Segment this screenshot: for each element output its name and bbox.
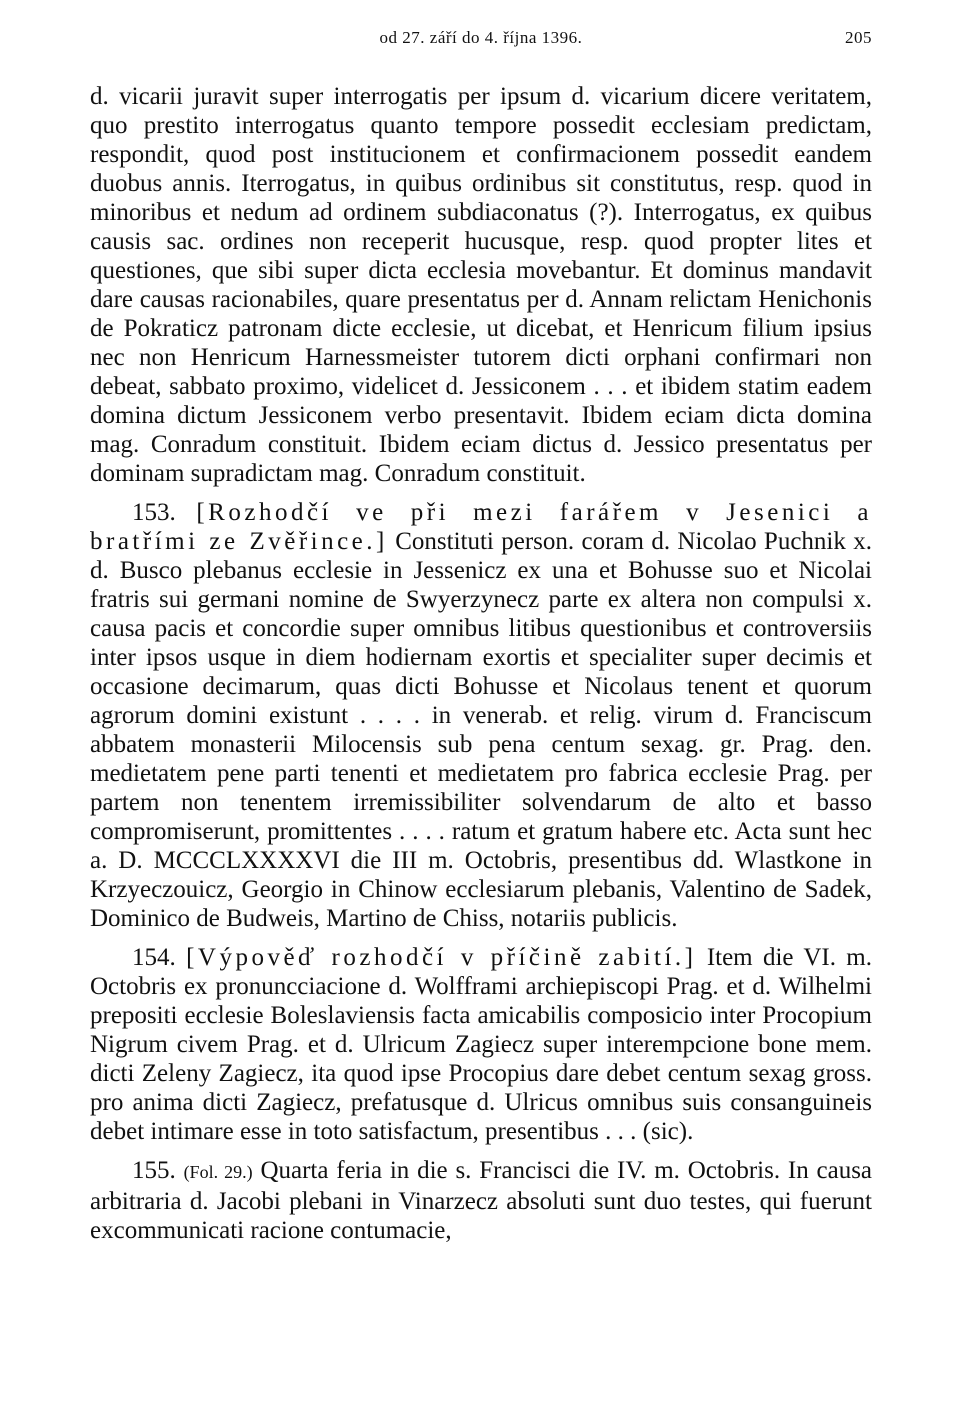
running-head [90, 28, 872, 62]
entry-153-text: Constituti person. coram d. Nicolao Puchnik x. d. Busco plebanus ecclesie in Jessenicz ex una et Bohusse suo et Nicolai fratris sui germani nomine de Swyerzynecz parte ex altera non compulsi x. causa pacis et concordie super omnibus litibus questionibus et controversiis inter ipsos usque in diem hodiernam exortis et specialiter super decimis et occasione decimarum, quas dicti Bohusse et Nicolaus tenent et quorum agrorum domini existunt . . . . in venerab. et relig. virum d. Franciscum abbatem monasterii Milocensis sub pena centum sexag. gr. Prag. den. medietatem pene parti tenenti et medietatem pro fabrica ecclesie Prag. per partem non tenentem irremissibiliter solvendarum de alto et basso compromiserunt, promittentes . . . . ratum et gratum habere etc. Acta sunt hec a. D. MCCCLXXXXVI die III m. Octobris, presentibus dd. Wlastkone in Krzyeczouicz, Georgio in Chinow ecclesiarum plebanis, Valentino de Sadek, Dominico de Budweis, Martino de Chiss, notariis publicis. [90, 528, 872, 932]
continuation-paragraph: d. vicarii juravit super interrogatis per ipsum d. vicarium dicere veritatem, quo prestito interrogatus quanto tempore possedit ecclesiam predictam, respondit, quod post institucionem et confirmacionem possedit eandem duobus annis. Iterrogatus, in quibus ordinibus sit constitutus, resp. quod in minoribus et nedum ad ordinem subdiaconatus (?). Interrogatus, ex quibus causis sac. ordines non receperit hucusque, resp. quod propter lites et questiones, que sibi super dicta ecclesia movebantur. Et dominus mandavit dare causas racionabiles, quare presentatus per d. Annam relictam Henichonis de Pokraticz patronam dicte ecclesie, ut dicebat, et Henricum filium ipsius nec non Henricum Harnessmeister tutorem dicti orphani confirmari non debeat, sabbato proximo, videlicet d. Jessiconem . . . et ibidem statim eadem domina dictum Jessiconem verbo presentavit. Ibidem eciam dicta domina mag. Conradum constituit. Ibidem eciam dictus d. Jessico presentatus per dominam supradictam mag. Conradum constituit. [90, 83, 872, 487]
entry-155-folio: (Fol. 29.) [183, 1162, 253, 1182]
entry-153-heading: [Rozhodčí ve při mezi farářem v Jesenici a bratřími ze Zvěřince.] [90, 499, 872, 555]
entry-155 [90, 1156, 872, 1245]
page-number: 205 [845, 28, 872, 47]
book-page [90, 28, 872, 1255]
entry-154-heading: [Výpověď rozhodčí v příčině zabití.] [186, 944, 697, 971]
entry-155-text: Quarta feria in die s. Francisci die IV. m. Octobris. In causa arbitraria d. Jacobi plebani in Vinarzecz absoluti sunt duo testes, qui fuerunt excommunicati racione contumacie, [90, 1157, 873, 1244]
running-head-title: od 27. září do 4. října 1396. [379, 28, 583, 47]
entry-153-number: 153. [132, 499, 176, 526]
entry-155-number: 155. [132, 1157, 176, 1184]
entry-154 [90, 943, 872, 1146]
entry-153 [90, 498, 872, 933]
entry-154-text: Item die VI. m. Octobris ex pronuncciacione d. Wolfframi archiepiscopi Prag. et d. Wilhelmi prepositi ecclesie Boleslaviensis facta amicabilis composicio inter Procopium Nigrum civem Prag. et d. Ulricum Zagiecz super interempcione bone mem. dicti Zeleny Zagiecz, ita quod ipse Procopius dare debet centum sexag gross. pro anima dicti Zagiecz, prefatusque d. Ulricus omnibus suis consanguineis debet intimare esse in toto satisfactum, presentibus . . . (sic). [90, 944, 873, 1145]
entry-154-number: 154. [132, 944, 176, 971]
body-text [90, 82, 872, 1245]
